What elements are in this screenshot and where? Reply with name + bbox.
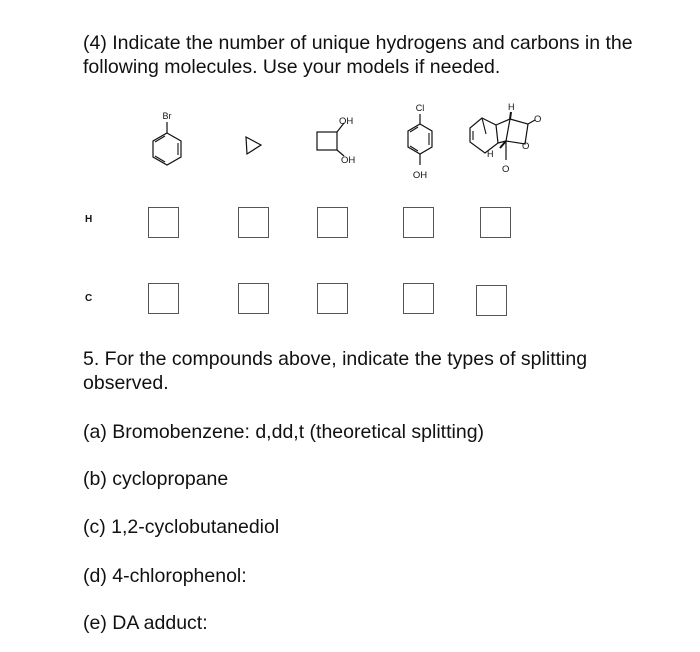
benzene-ring — [408, 124, 432, 154]
hydrogen-count-box-bromobenzene[interactable] — [148, 207, 179, 238]
part-a-bromobenzene: (a) Bromobenzene: d,dd,t (theoretical splitting) — [83, 421, 485, 443]
hydrogen-label-top: H — [508, 102, 515, 112]
cyclopropane-structure — [240, 133, 266, 159]
part-d-chlorophenol: (d) 4-chlorophenol: — [83, 565, 247, 587]
bromine-label: Br — [162, 111, 172, 121]
hydrogen-count-box-chlorophenol[interactable] — [403, 207, 434, 238]
bromobenzene-structure — [140, 104, 192, 170]
hydroxyl-label: OH — [412, 170, 428, 181]
carbon-count-box-cyclobutanediol[interactable] — [317, 283, 348, 314]
hydrogen-count-box-cyclobutanediol[interactable] — [317, 207, 348, 238]
bicyclic-frame — [470, 118, 498, 153]
hydroxyl-label-bottom: OH — [341, 155, 356, 166]
benzene-ring — [153, 133, 181, 165]
hydrogen-label-bottom: H — [487, 149, 494, 159]
hydrogen-count-box-cyclopropane[interactable] — [238, 207, 269, 238]
part-b-cyclopropane: (b) cyclopropane — [83, 468, 229, 490]
carbon-row-label: C — [85, 293, 93, 304]
cyclobutane-ring — [317, 132, 337, 150]
carbonyl-oxygen-bottom: O — [502, 164, 510, 175]
carbon-count-box-cyclopropane[interactable] — [238, 283, 269, 314]
carbon-count-box-chlorophenol[interactable] — [403, 283, 434, 314]
hydrogen-count-box-da-adduct[interactable] — [480, 207, 511, 238]
ring-oxygen: O — [522, 141, 530, 152]
question-4-title: (4) Indicate the number of unique hydrogens and carbons in the following molecules. Use your models if needed. — [83, 32, 633, 78]
cyclopropane-ring — [246, 137, 261, 154]
question-5-text: 5. For the compounds above, indicate the types of splitting observed. — [83, 348, 588, 394]
part-c-cyclobutanediol: (c) 1,2-cyclobutanediol — [83, 516, 280, 538]
cyclobutanediol-structure — [308, 108, 370, 170]
carbon-count-box-da-adduct[interactable] — [476, 285, 507, 316]
da-adduct-structure — [458, 98, 548, 180]
part-e-da-adduct: (e) DA adduct: — [83, 612, 208, 634]
hydroxyl-label-top: OH — [339, 116, 354, 127]
carbon-count-box-bromobenzene[interactable] — [148, 283, 179, 314]
chlorophenol-structure — [397, 98, 443, 184]
h-bond-top — [510, 112, 511, 119]
carbonyl-oxygen-top: O — [534, 114, 542, 125]
methylene-bridge — [482, 118, 486, 134]
hydrogen-row-label: H — [85, 214, 93, 225]
bridgehead-h-bond — [496, 119, 510, 125]
chlorine-label: Cl — [415, 103, 425, 113]
